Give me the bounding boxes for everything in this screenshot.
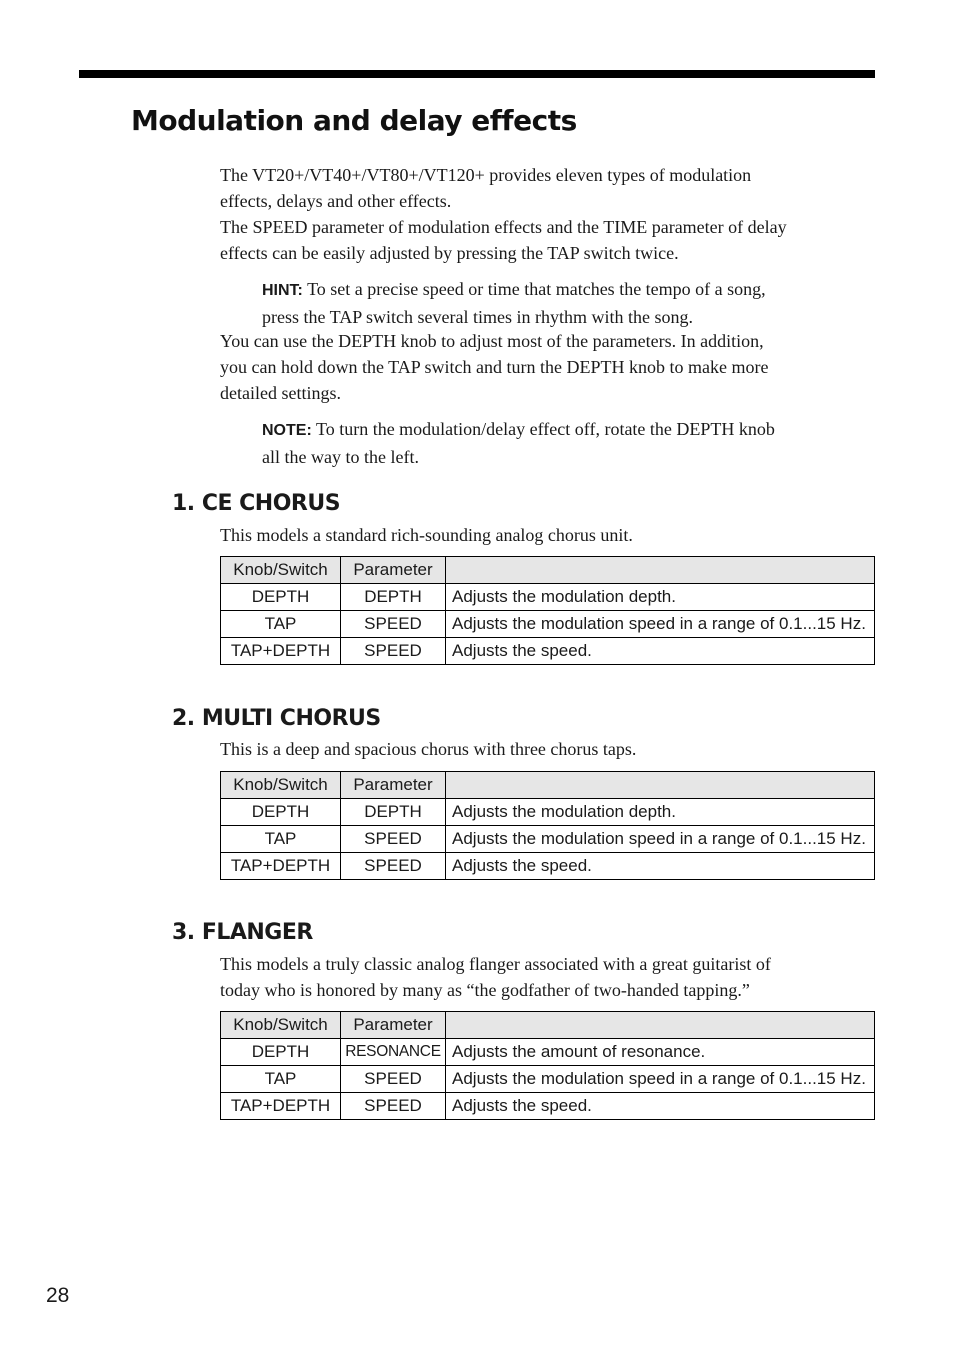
text-line: you can hold down the TAP switch and turn the DEPTH knob to make more <box>220 357 769 377</box>
table-row <box>221 799 875 826</box>
param-cell: SPEED <box>341 611 446 638</box>
header-parameter: Parameter <box>341 557 446 584</box>
page-number: 28 <box>46 1284 70 1307</box>
section-heading-ce-chorus: 1. CE CHORUS <box>172 491 341 516</box>
knob-cell: DEPTH <box>221 1039 341 1066</box>
knob-cell: DEPTH <box>221 584 341 611</box>
parameter-table-multi-chorus <box>220 771 875 880</box>
intro-paragraph-1 <box>220 162 870 266</box>
hint-block <box>262 276 862 330</box>
param-cell: RESONANCE <box>341 1039 446 1066</box>
knob-cell: DEPTH <box>221 799 341 826</box>
knob-cell: TAP <box>221 1066 341 1093</box>
desc-cell: Adjusts the modulation depth. <box>446 799 875 826</box>
knob-cell: TAP+DEPTH <box>221 853 341 880</box>
top-rule <box>79 70 875 78</box>
hint-label: HINT: <box>262 282 303 299</box>
text-line: detailed settings. <box>220 383 341 403</box>
desc-cell: Adjusts the speed. <box>446 638 875 665</box>
table-header-row <box>221 1012 875 1039</box>
table-row <box>221 584 875 611</box>
section-description <box>220 522 870 548</box>
header-description <box>446 557 875 584</box>
note-block <box>262 416 862 470</box>
desc-cell: Adjusts the modulation speed in a range of 0.1...15 Hz. <box>446 1066 875 1093</box>
table-row <box>221 1039 875 1066</box>
param-cell: SPEED <box>341 853 446 880</box>
table-row <box>221 1066 875 1093</box>
knob-cell: TAP <box>221 611 341 638</box>
section-heading-multi-chorus: 2. MULTI CHORUS <box>172 706 381 731</box>
table-row <box>221 611 875 638</box>
table-header-row <box>221 772 875 799</box>
table-row <box>221 826 875 853</box>
param-cell: SPEED <box>341 1066 446 1093</box>
text-line: This models a truly classic analog flanger associated with a great guitarist of <box>220 954 771 974</box>
text-line: The VT20+/VT40+/VT80+/VT120+ provides eleven types of modulation <box>220 165 752 185</box>
section-description <box>220 736 870 762</box>
text-line: all the way to the left. <box>262 447 419 467</box>
text-line: This is a deep and spacious chorus with three chorus taps. <box>220 739 637 759</box>
intro-paragraph-2 <box>220 328 870 406</box>
desc-cell: Adjusts the modulation depth. <box>446 584 875 611</box>
knob-cell: TAP+DEPTH <box>221 1093 341 1120</box>
text-line: effects, delays and other effects. <box>220 191 452 211</box>
table-row <box>221 853 875 880</box>
header-description <box>446 1012 875 1039</box>
section-heading-flanger: 3. FLANGER <box>172 920 313 945</box>
param-cell: SPEED <box>341 826 446 853</box>
header-parameter: Parameter <box>341 1012 446 1039</box>
page-title: Modulation and delay effects <box>131 104 577 137</box>
text-line: To turn the modulation/delay effect off, rotate the DEPTH knob <box>311 419 775 439</box>
desc-cell: Adjusts the amount of resonance. <box>446 1039 875 1066</box>
parameter-table-flanger <box>220 1011 875 1120</box>
header-description <box>446 772 875 799</box>
param-cell: DEPTH <box>341 584 446 611</box>
knob-cell: TAP+DEPTH <box>221 638 341 665</box>
section-description <box>220 951 870 1003</box>
knob-cell: TAP <box>221 826 341 853</box>
note-label: NOTE: <box>262 422 312 439</box>
table-row <box>221 1093 875 1120</box>
desc-cell: Adjusts the speed. <box>446 853 875 880</box>
desc-cell: Adjusts the speed. <box>446 1093 875 1120</box>
parameter-table-ce-chorus <box>220 556 875 665</box>
table-row <box>221 638 875 665</box>
param-cell: SPEED <box>341 1093 446 1120</box>
desc-cell: Adjusts the modulation speed in a range of 0.1...15 Hz. <box>446 611 875 638</box>
header-knob-switch: Knob/Switch <box>221 557 341 584</box>
text-line: press the TAP switch several times in rhythm with the song. <box>262 307 694 327</box>
table-header-row <box>221 557 875 584</box>
header-knob-switch: Knob/Switch <box>221 1012 341 1039</box>
param-cell: DEPTH <box>341 799 446 826</box>
header-knob-switch: Knob/Switch <box>221 772 341 799</box>
text-line: today who is honored by many as “the godfather of two-handed tapping.” <box>220 980 750 1000</box>
text-line: To set a precise speed or time that matches the tempo of a song, <box>302 279 766 299</box>
desc-cell: Adjusts the modulation speed in a range of 0.1...15 Hz. <box>446 826 875 853</box>
param-cell: SPEED <box>341 638 446 665</box>
text-line: The SPEED parameter of modulation effects and the TIME parameter of delay <box>220 217 787 237</box>
text-line: effects can be easily adjusted by pressing the TAP switch twice. <box>220 243 679 263</box>
header-parameter: Parameter <box>341 772 446 799</box>
text-line: This models a standard rich-sounding analog chorus unit. <box>220 525 633 545</box>
text-line: You can use the DEPTH knob to adjust most of the parameters. In addition, <box>220 331 764 351</box>
